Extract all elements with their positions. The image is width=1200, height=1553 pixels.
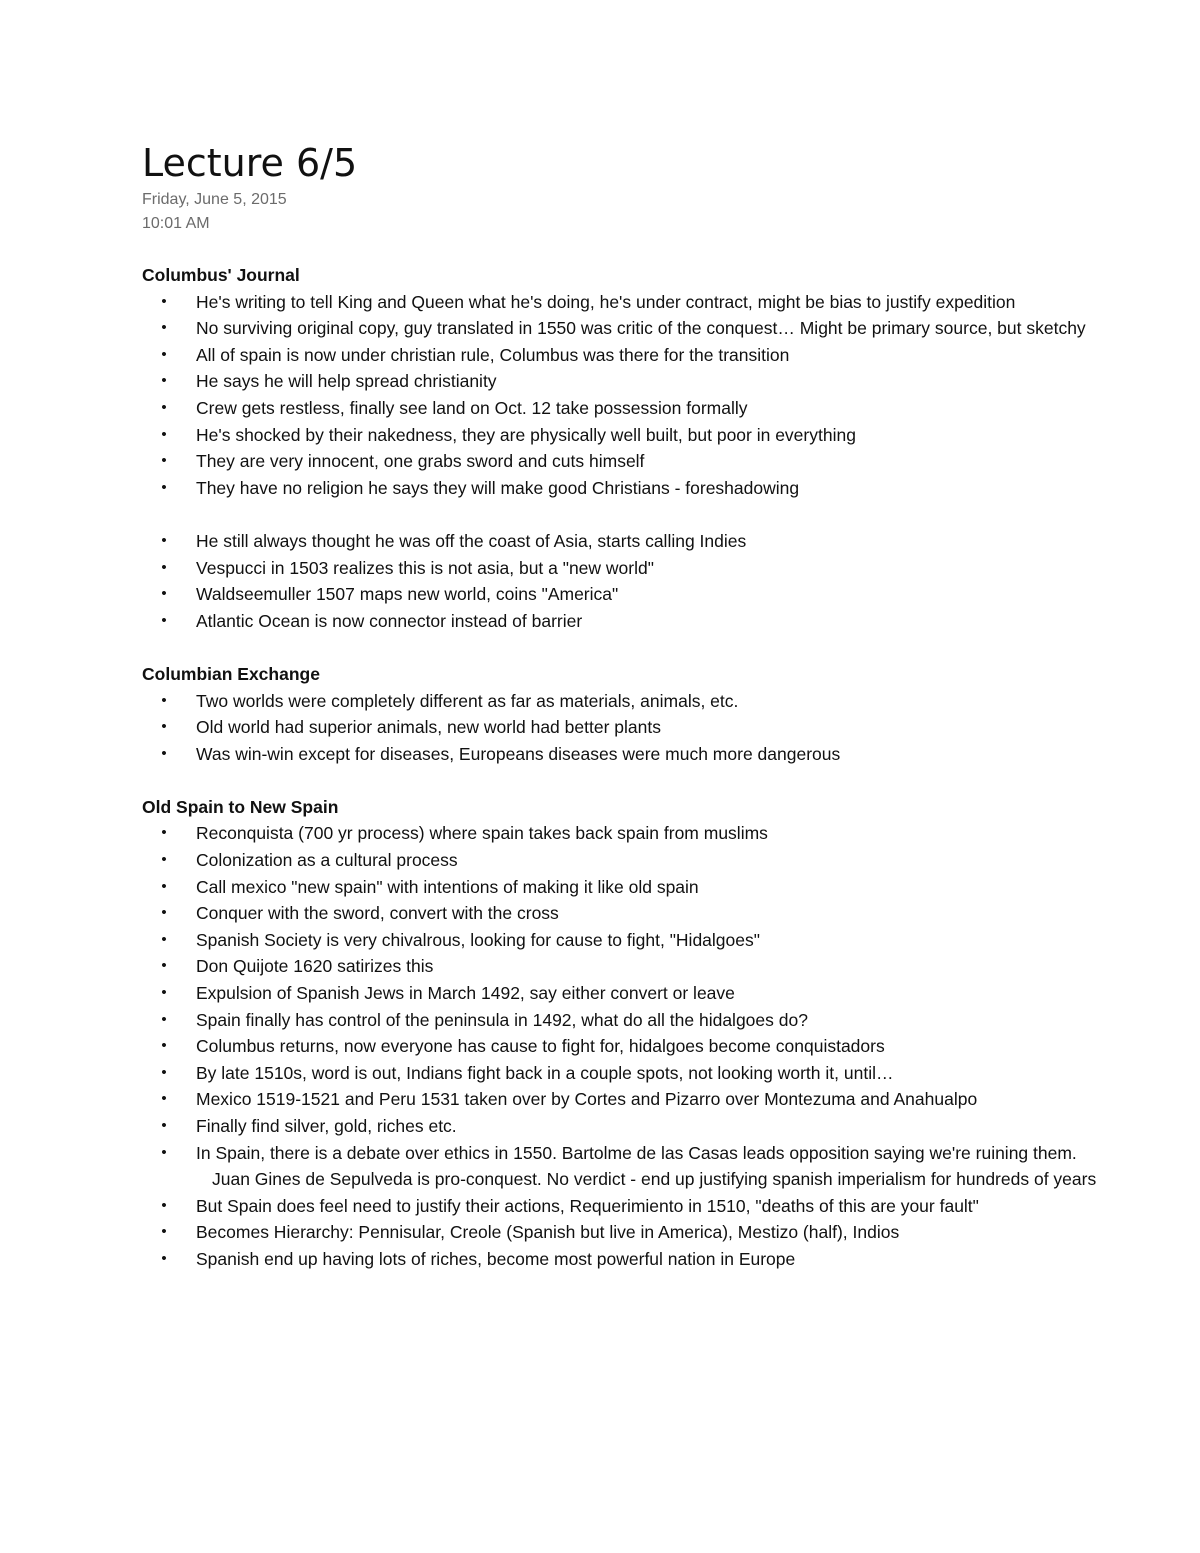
bullet-item (142, 528, 1102, 555)
blank-line (142, 767, 1102, 794)
bullet-item (142, 714, 1102, 741)
bullet-text: Spanish Society is very chivalrous, looking for cause to fight, "Hidalgoes" (196, 929, 760, 950)
bullet-text: Reconquista (700 yr process) where spain takes back spain from muslims (196, 823, 768, 844)
bullet-text: Old world had superior animals, new world had better plants (196, 717, 661, 738)
bullet-text: He's shocked by their nakedness, they are physically well built, but poor in everything (196, 424, 856, 445)
bullet-text: Columbus returns, now everyone has cause to fight for, hidalgoes become conquistadors (196, 1036, 885, 1057)
bullet-item (142, 820, 1102, 847)
bullet-icon: • (161, 1196, 167, 1214)
bullet-text: Expulsion of Spanish Jews in March 1492, say either convert or leave (196, 983, 735, 1004)
bullet-text: They are very innocent, one grabs sword and cuts himself (196, 451, 645, 472)
bullet-icon: • (161, 1223, 167, 1241)
bullet-text: Atlantic Ocean is now connector instead of barrier (196, 610, 583, 631)
bullet-item (142, 1033, 1102, 1060)
bullet-list (142, 820, 1102, 1272)
bullet-item (142, 1007, 1102, 1034)
bullet-icon: • (161, 372, 167, 390)
bullet-icon: • (161, 904, 167, 922)
section-heading: Columbus' Journal (142, 265, 300, 285)
bullet-icon: • (161, 824, 167, 842)
blank-line (142, 634, 1102, 661)
bullet-text: Vespucci in 1503 realizes this is not asia, but a "new world" (196, 557, 654, 578)
bullet-text: He still always thought he was off the coast of Asia, starts calling Indies (196, 530, 747, 551)
bullet-item (142, 342, 1102, 369)
bullet-icon: • (161, 1090, 167, 1108)
bullet-item (142, 581, 1102, 608)
bullet-text: Waldseemuller 1507 maps new world, coins "America" (196, 584, 619, 605)
bullet-icon: • (161, 930, 167, 948)
bullet-item (142, 1086, 1102, 1113)
bullet-icon: • (161, 585, 167, 603)
bullet-icon: • (161, 425, 167, 443)
bullet-text: All of spain is now under christian rule, Columbus was there for the transition (196, 344, 790, 365)
bullet-item (142, 422, 1102, 449)
bullet-icon: • (161, 1010, 167, 1028)
page-date: Friday, June 5, 2015 (142, 191, 287, 208)
bullet-text: He says he will help spread christianity (196, 371, 497, 392)
bullet-item (142, 448, 1102, 475)
bullet-item (142, 475, 1102, 502)
bullet-text: No surviving original copy, guy translated in 1550 was critic of the conquest… Might be primary source, but sketchy (196, 318, 1086, 339)
bullet-item (142, 1193, 1102, 1220)
bullet-text: Colonization as a cultural process (196, 850, 458, 871)
bullet-icon: • (161, 984, 167, 1002)
bullet-icon: • (161, 531, 167, 549)
bullet-item (142, 368, 1102, 395)
bullet-item (142, 741, 1102, 768)
bullet-icon: • (161, 691, 167, 709)
bullet-icon: • (161, 1249, 167, 1267)
bullet-icon: • (161, 718, 167, 736)
bullet-item (142, 1140, 1102, 1193)
bullet-icon: • (161, 398, 167, 416)
blank-line (142, 501, 1102, 528)
bullet-text: Two worlds were completely different as far as materials, animals, etc. (196, 690, 739, 711)
bullet-text: Mexico 1519-1521 and Peru 1531 taken over by Cortes and Pizarro over Montezuma and Anahualpo (196, 1089, 978, 1110)
bullet-text: They have no religion he says they will make good Christians - foreshadowing (196, 477, 800, 498)
bullet-item (142, 289, 1102, 316)
bullet-item (142, 953, 1102, 980)
bullet-icon: • (161, 744, 167, 762)
bullet-item (142, 688, 1102, 715)
bullet-text: Spanish end up having lots of riches, become most powerful nation in Europe (196, 1248, 796, 1269)
bullet-icon: • (161, 452, 167, 470)
page-time: 10:01 AM (142, 215, 210, 232)
bullet-list (142, 289, 1102, 502)
bullet-item (142, 980, 1102, 1007)
bullet-item (142, 555, 1102, 582)
bullet-icon: • (161, 558, 167, 576)
bullet-icon: • (161, 1063, 167, 1081)
bullet-icon: • (161, 877, 167, 895)
bullet-item (142, 608, 1102, 635)
bullet-icon: • (161, 345, 167, 363)
bullet-item (142, 1246, 1102, 1273)
bullet-icon: • (161, 292, 167, 310)
bullet-text: But Spain does feel need to justify their actions, Requerimiento in 1510, "deaths of this are your fault" (196, 1195, 979, 1216)
bullet-item (142, 847, 1102, 874)
bullet-text: In Spain, there is a debate over ethics in 1550. Bartolme de las Casas leads opposition saying we're ruining them. Juan Gines de Sepulveda is pro-conquest. No verdict - end up justifying spanish imperialism for hundreds of years (196, 1142, 1097, 1190)
bullet-text: Spain finally has control of the peninsula in 1492, what do all the hidalgoes do? (196, 1009, 808, 1030)
bullet-item (142, 1113, 1102, 1140)
bullet-item (142, 395, 1102, 422)
bullet-text: Was win-win except for diseases, Europeans diseases were much more dangerous (196, 743, 841, 764)
bullet-text: By late 1510s, word is out, Indians fight back in a couple spots, not looking worth it, until… (196, 1062, 894, 1083)
bullet-text: Finally find silver, gold, riches etc. (196, 1116, 457, 1136)
section-heading: Columbian Exchange (142, 663, 320, 684)
bullet-text: Conquer with the sword, convert with the cross (196, 903, 559, 924)
bullet-icon: • (161, 957, 167, 975)
bullet-text: Becomes Hierarchy: Pennisular, Creole (Spanish but live in America), Mestizo (half), Indios (196, 1222, 900, 1243)
bullet-item (142, 315, 1102, 342)
page-title: Lecture 6/5 (142, 141, 358, 185)
bullet-icon: • (161, 851, 167, 869)
bullet-item (142, 1060, 1102, 1087)
note-body (142, 262, 1102, 1273)
bullet-list (142, 688, 1102, 768)
bullet-icon: • (161, 1143, 167, 1161)
bullet-item (142, 900, 1102, 927)
bullet-text: He's writing to tell King and Queen what he's doing, he's under contract, might be bias to justify expedition (196, 291, 1016, 312)
bullet-list (142, 528, 1102, 634)
section-heading: Old Spain to New Spain (142, 796, 339, 817)
bullet-text: Don Quijote 1620 satirizes this (196, 956, 434, 977)
bullet-item (142, 874, 1102, 901)
bullet-icon: • (161, 1117, 167, 1134)
bullet-icon: • (161, 611, 167, 629)
bullet-item (142, 1219, 1102, 1246)
bullet-text: Crew gets restless, finally see land on Oct. 12 take possession formally (196, 397, 748, 418)
bullet-text: Call mexico "new spain" with intentions of making it like old spain (196, 876, 699, 897)
bullet-icon: • (161, 1037, 167, 1055)
bullet-item (142, 927, 1102, 954)
bullet-icon: • (161, 319, 167, 337)
bullet-icon: • (161, 478, 167, 496)
